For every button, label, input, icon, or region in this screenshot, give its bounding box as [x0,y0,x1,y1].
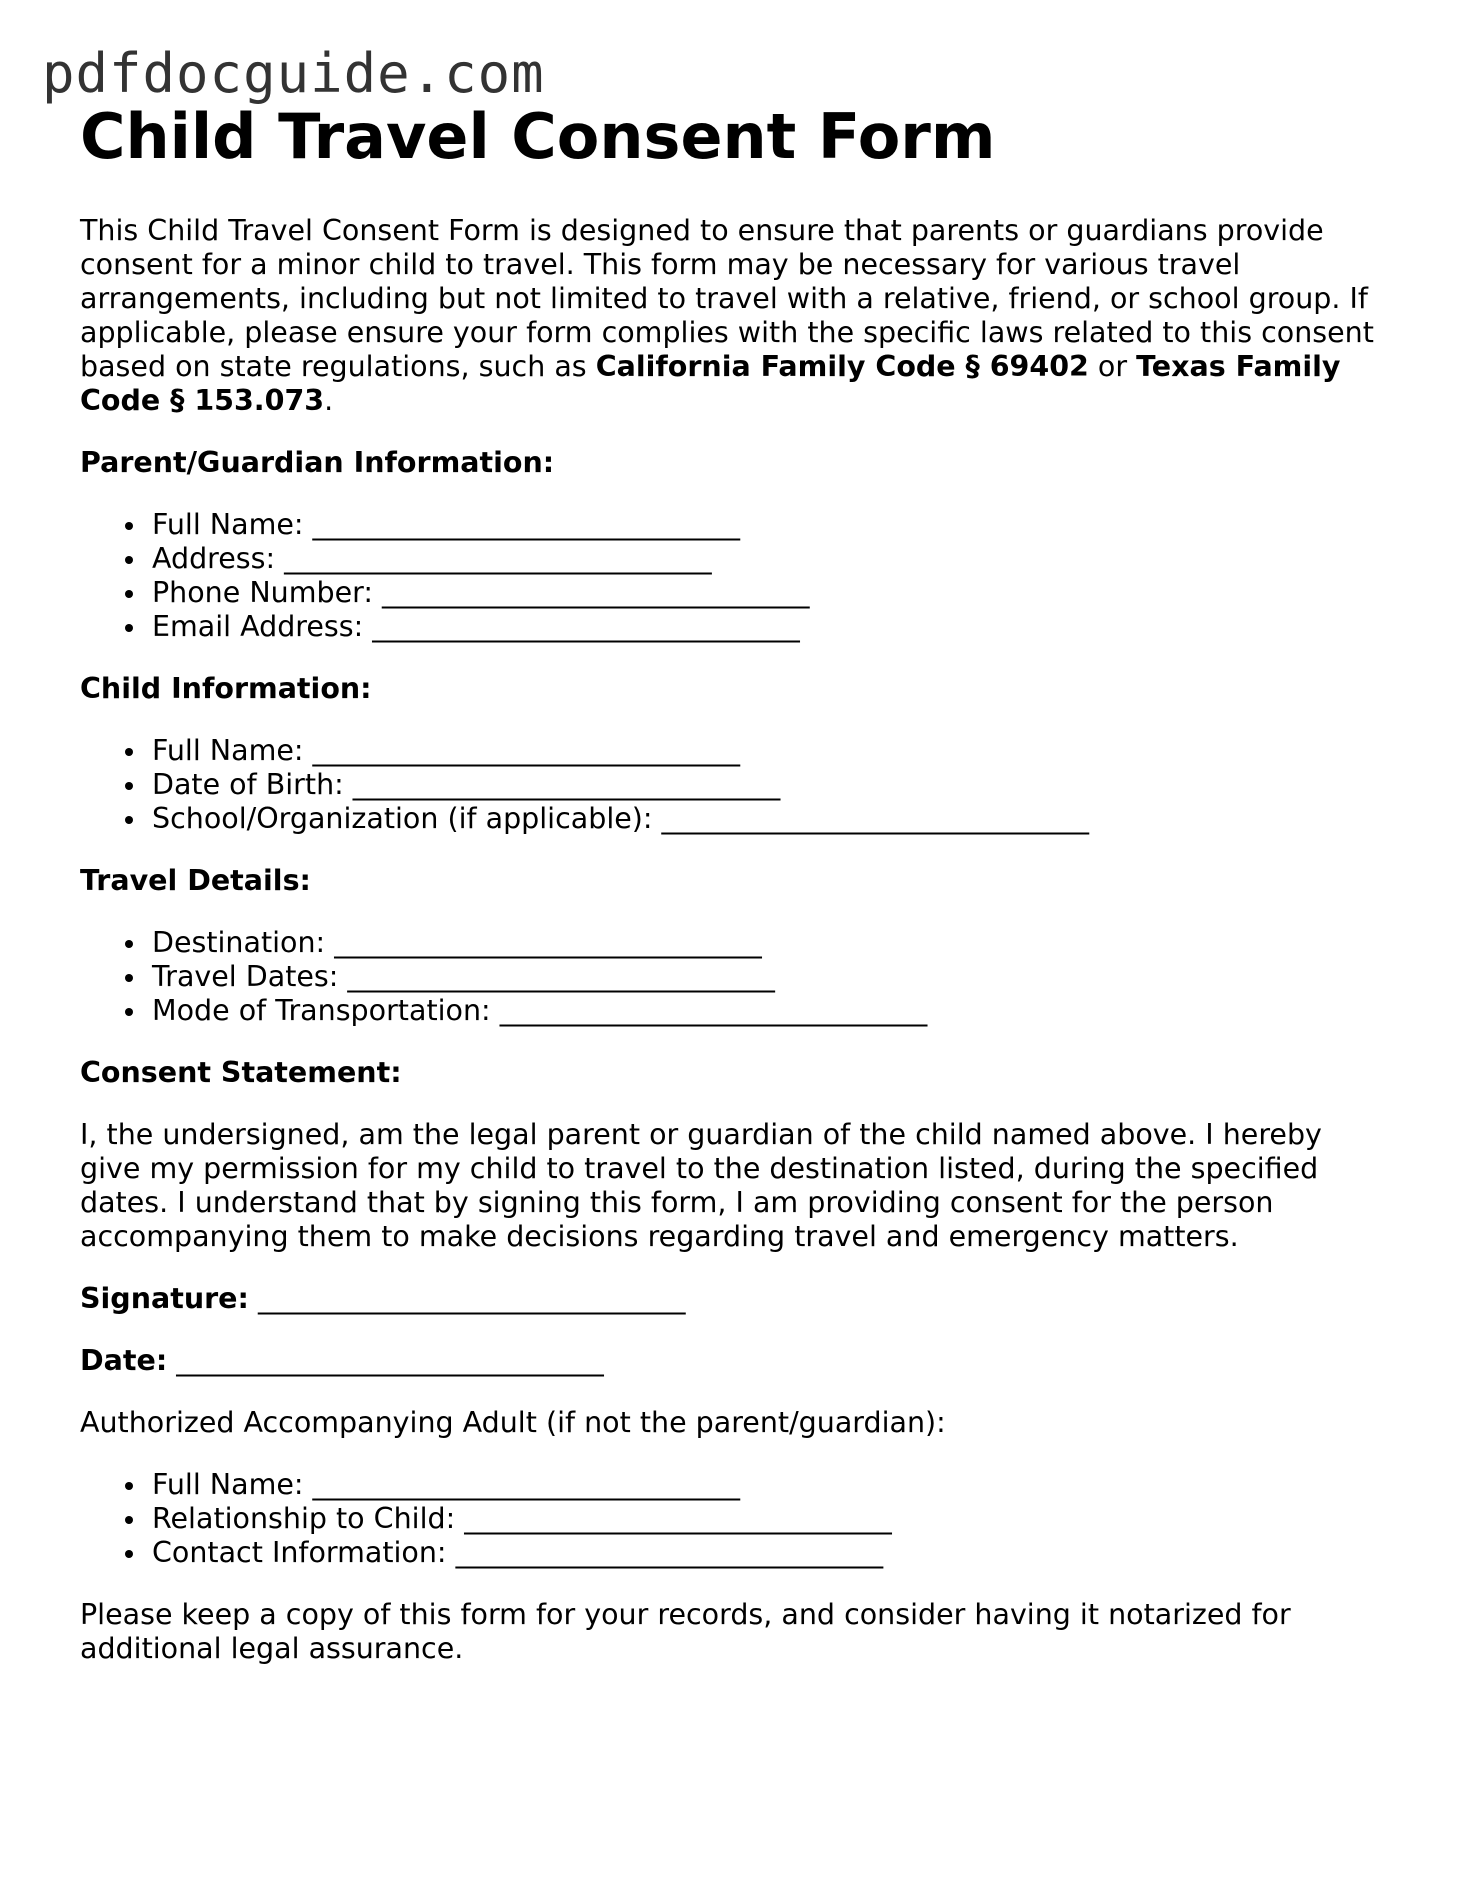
mode-of-transportation-field[interactable]: Mode of Transportation: ______________________________ [80,994,1390,1028]
signature-field[interactable] [80,1282,1390,1316]
parent-guardian-heading: Parent/Guardian Information: [80,446,555,479]
destination-field[interactable]: Destination: ______________________________ [80,926,1390,960]
parent-phone-field[interactable]: Phone Number: ______________________________ [80,576,1390,610]
intro-text: This Child Travel Consent Form is designed to ensure that parents or guardians provide consent for a minor child to travel. This form may be necessary for various travel arrangements, including but not limited to travel with a relative, friend, or school group. If applicable, please ensure your form complies with the specific laws related to this consent based on state regulations, such as [80,214,1374,383]
parent-email-field[interactable]: Email Address: ______________________________ [80,610,1390,644]
intro-text-end: . [324,384,334,417]
adult-full-name-field[interactable]: Full Name: ______________________________ [80,1468,1390,1502]
watermark-text: pdfdocguide.com [42,42,545,105]
child-school-field[interactable]: School/Organization (if applicable): ______________________________ [80,802,1390,836]
parent-address-field[interactable]: Address: ______________________________ [80,542,1390,576]
law-reference-california: California Family Code § 69402 [595,350,1089,383]
consent-statement-text: I, the undersigned, am the legal parent or guardian of the child named above. I hereby give my permission for my child to travel to the destination listed, during the specified dates. I understand that by signing this form, I am providing consent for the person accompanying them to make decisions regarding travel and emergency matters. [80,1118,1322,1253]
consent-statement-heading: Consent Statement: [80,1056,402,1089]
date-label: Date: [80,1344,168,1377]
travel-dates-field[interactable]: Travel Dates: ______________________________ [80,960,1390,994]
closing-note: Please keep a copy of this form for your records, and consider having it notarized for additional legal assurance. [80,1598,1291,1665]
relationship-to-child-field[interactable]: Relationship to Child: ______________________________ [80,1502,1390,1536]
law-reference-texas: Texas Family Code § 153.073 [80,350,1341,417]
intro-text-middle: or [1088,350,1137,383]
signature-label: Signature: [80,1282,249,1315]
accompanying-adult-fields [80,1468,1390,1570]
document-page [80,100,1390,1666]
date-field[interactable] [80,1344,1390,1378]
travel-details-fields [80,926,1390,1028]
intro-paragraph [80,214,1390,418]
child-information-heading: Child Information: [80,672,372,705]
travel-details-heading: Travel Details: [80,864,311,897]
date-line[interactable]: ______________________________ [167,1344,604,1377]
signature-line[interactable]: ______________________________ [248,1282,686,1315]
contact-information-field[interactable]: Contact Information: ______________________________ [80,1536,1390,1570]
child-full-name-field[interactable]: Full Name: ______________________________ [80,734,1390,768]
parent-full-name-field[interactable]: Full Name: ______________________________ [80,508,1390,542]
parent-guardian-fields [80,508,1390,644]
child-information-fields [80,734,1390,836]
accompanying-adult-heading: Authorized Accompanying Adult (if not the parent/guardian): [80,1406,946,1439]
document-title: Child Travel Consent Form [80,100,996,173]
child-date-of-birth-field[interactable]: Date of Birth: ______________________________ [80,768,1390,802]
